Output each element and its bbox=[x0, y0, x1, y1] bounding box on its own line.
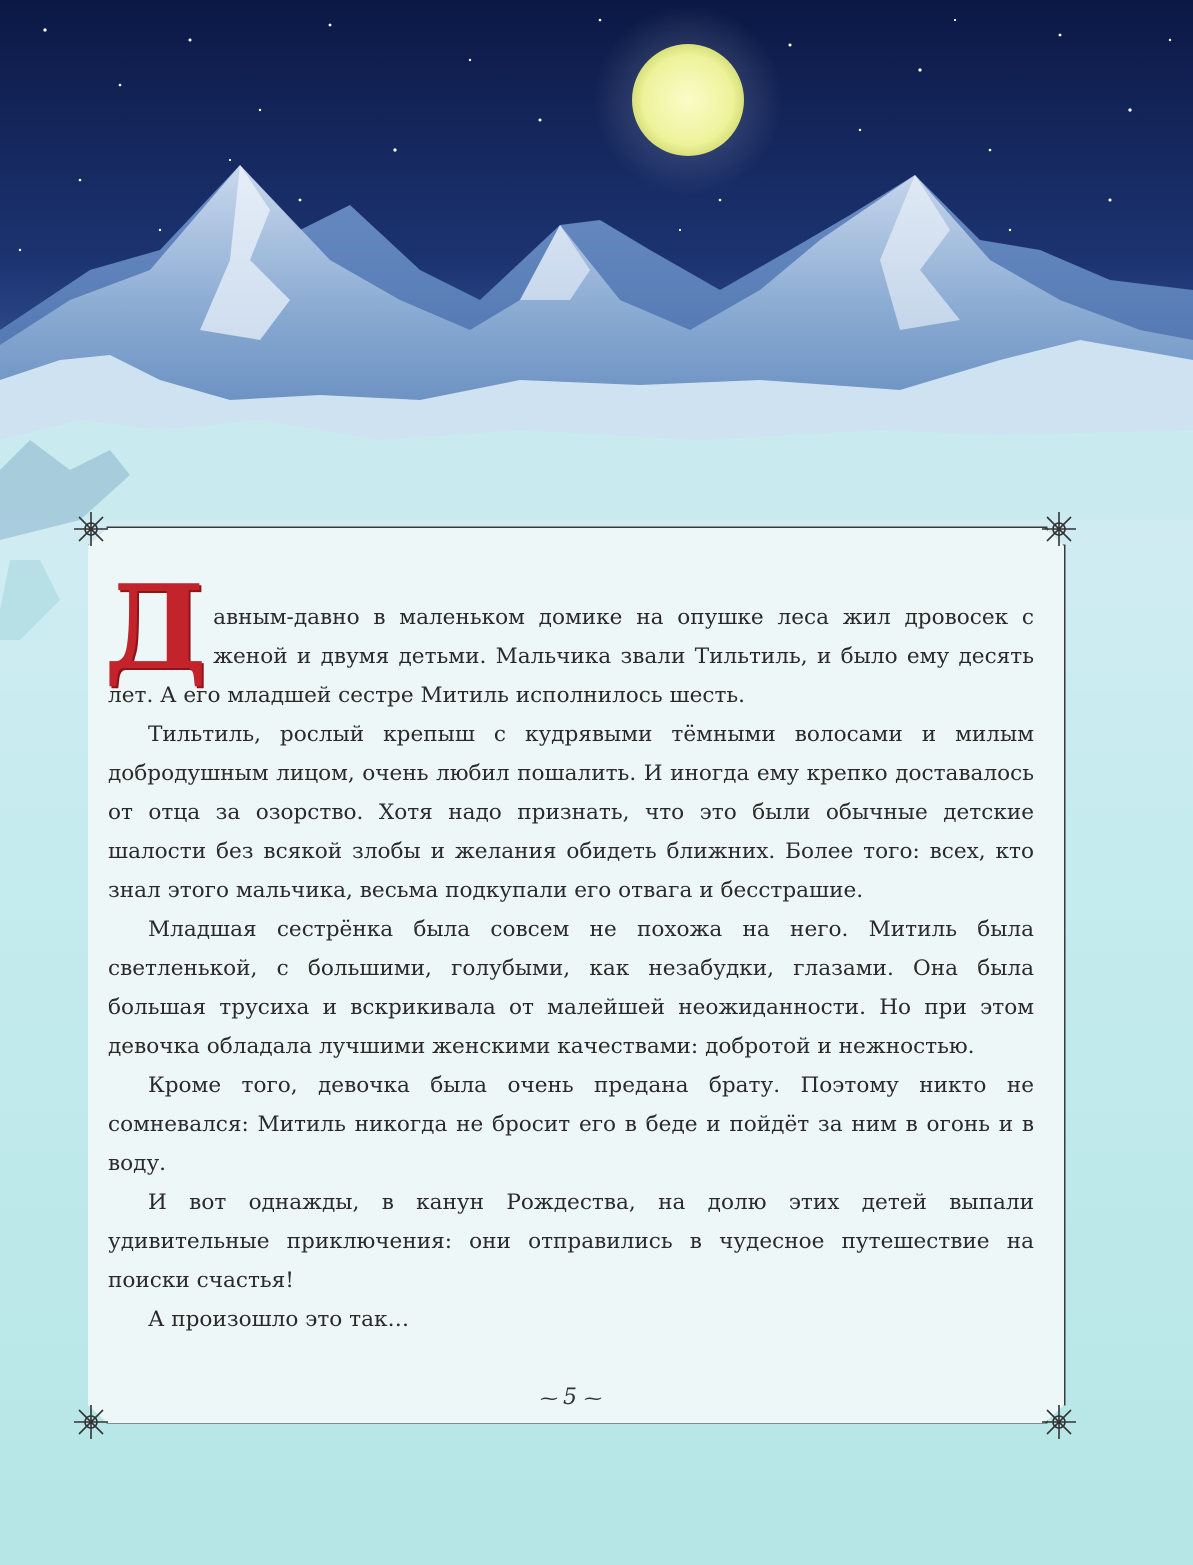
story-text bbox=[104, 560, 1034, 1339]
drop-cap: Д bbox=[104, 560, 208, 696]
paragraph-text: авным-давно в маленьком домике на опушке леса жил дровосек с женой и двумя детьми. Мальчика звали Тильтиль, и было ему десять лет. А его младшей сестре Митиль исполнилось шесть. bbox=[108, 605, 1034, 708]
paragraph-6: А произошло это так… bbox=[148, 1307, 410, 1332]
paragraph-4: Кроме того, девочка была очень предана брату. Поэтому никто не сомневался: Митиль никогда не бросит его в беде и пойдёт за ним в огонь и в воду. bbox=[108, 1073, 1034, 1176]
paragraph-3: Младшая сестрёнка была совсем не похожа на него. Митиль была светленькой, с большими, голубыми, как незабудки, глазами. Она была большая трусиха и вскрикивала от малейшей неожиданности. Но при этом девочка обладала лучшими женскими качествами: добротой и нежностью. bbox=[108, 917, 1034, 1059]
page-number bbox=[520, 1383, 620, 1414]
swash-left: ⁓ bbox=[540, 1388, 556, 1409]
paragraph-1 bbox=[104, 560, 1034, 715]
paragraph-5: И вот однажды, в канун Рождества, на долю этих детей выпали удивительные приключения: они отправились в чудесное путешествие на поиски счастья! bbox=[108, 1190, 1034, 1293]
snowflake-icon bbox=[1040, 510, 1078, 548]
snowflake-icon bbox=[72, 510, 110, 548]
moon-icon bbox=[632, 44, 744, 156]
paragraph-2: Тильтиль, рослый крепыш с кудрявыми тёмными волосами и милым добродушным лицом, очень любил пошалить. И иногда ему крепко доставалось от отца за озорство. Хотя надо признать, что это были обычные детские шалости без всякой злобы и желания обидеть ближних. Более того: всех, кто знал этого мальчика, весьма подкупали его отвага и бесстрашие. bbox=[108, 722, 1034, 903]
snowflake-icon bbox=[1040, 1403, 1078, 1441]
swash-right: ⁓ bbox=[584, 1388, 600, 1409]
page-number-value: 5 bbox=[563, 1385, 577, 1410]
snowflake-icon bbox=[72, 1403, 110, 1441]
